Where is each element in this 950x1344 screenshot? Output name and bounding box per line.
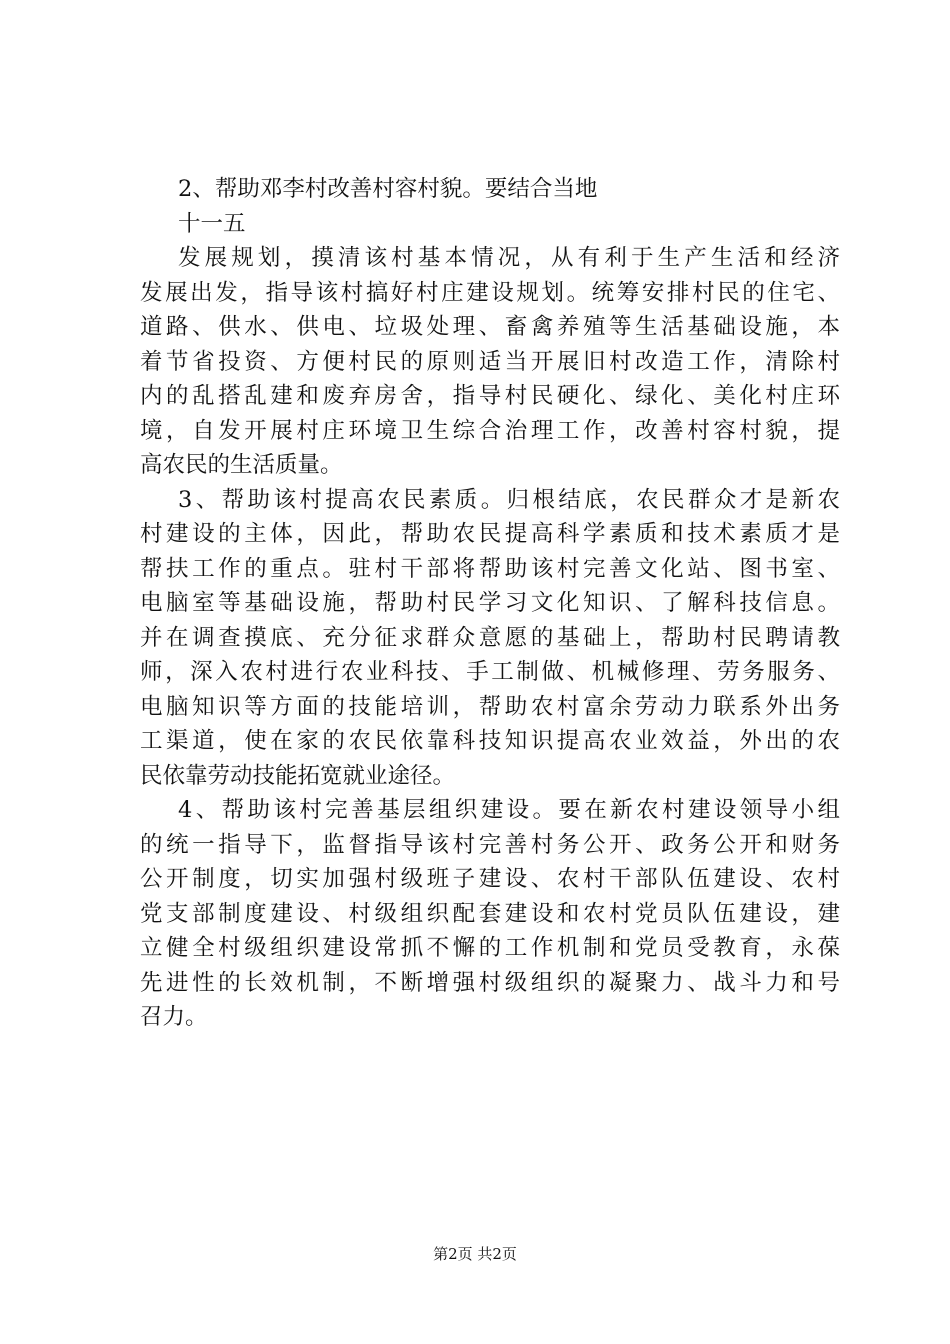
paragraph-line: 发展规划，摸清该村基本情况，从有利于生产生活和经济 [178,245,840,271]
paragraph-farmer-quality [140,483,840,794]
page-number-label: 第2页 共2页 [433,1245,517,1263]
paragraph-line: 民依靠劳动技能拓宽就业途径。 [140,762,456,789]
paragraph-line: 立健全村级组织建设常抓不懈的工作机制和党员受教育，永葆 [140,935,840,961]
paragraph-line: 先进性的长效机制，不断增强村级组织的凝聚力、战斗力和号 [140,969,840,996]
paragraph-grassroots-organization [140,793,840,1035]
paragraph-planning [140,241,840,483]
paragraph-line: 并在调查摸底、充分征求群众意愿的基础上，帮助村民聘请教 [140,624,840,651]
paragraph-line: 师，深入农村进行农业科技、手工制做、机械修理、劳务服务、 [140,659,840,685]
paragraph-line: 道路、供水、供电、垃圾处理、畜禽养殖等生活基础设施，本 [140,314,840,340]
paragraph-line: 电脑室等基础设施，帮助村民学习文化知识、了解科技信息。 [140,590,840,616]
section-heading [140,172,840,241]
paragraph-line: 帮扶工作的重点。驻村干部将帮助该村完善文化站、图书室、 [140,555,840,582]
paragraph-line: 4、帮助该村完善基层组织建设。要在新农村建设领导小组 [178,797,840,823]
paragraph-line: 村建设的主体，因此，帮助农民提高科学素质和技术素质才是 [140,521,840,547]
paragraph-line: 内的乱搭乱建和废弃房舍，指导村民硬化、绿化、美化村庄环 [140,383,840,409]
paragraph-line: 高农民的生活质量。 [140,452,343,478]
heading-line: 2、帮助邓李村改善村容村貌。要结合当地 [178,176,598,202]
paragraph-line: 3、帮助该村提高农民素质。归根结底，农民群众才是新农 [178,486,840,513]
paragraph-line: 的统一指导下，监督指导该村完善村务公开、政务公开和财务 [140,831,840,858]
paragraph-line: 发展出发，指导该村搞好村庄建设规划。统筹安排村民的住宅、 [140,279,840,306]
paragraph-line: 公开制度，切实加强村级班子建设、农村干部队伍建设、农村 [140,866,840,892]
paragraph-line: 着节省投资、方便村民的原则适当开展旧村改造工作，清除村 [140,348,840,375]
heading-line: 十一五 [178,210,246,237]
document-body [140,172,840,1035]
paragraph-line: 党支部制度建设、村级组织配套建设和农村党员队伍建设，建 [140,900,840,927]
paragraph-line: 境，自发开展村庄环境卫生综合治理工作，改善村容村貌，提 [140,417,840,444]
paragraph-line: 电脑知识等方面的技能培训，帮助农村富余劳动力联系外出务 [140,693,840,720]
page-footer [0,1244,950,1264]
paragraph-line: 召力。 [140,1004,208,1030]
paragraph-line: 工渠道，使在家的农民依靠科技知识提高农业效益，外出的农 [140,728,840,754]
